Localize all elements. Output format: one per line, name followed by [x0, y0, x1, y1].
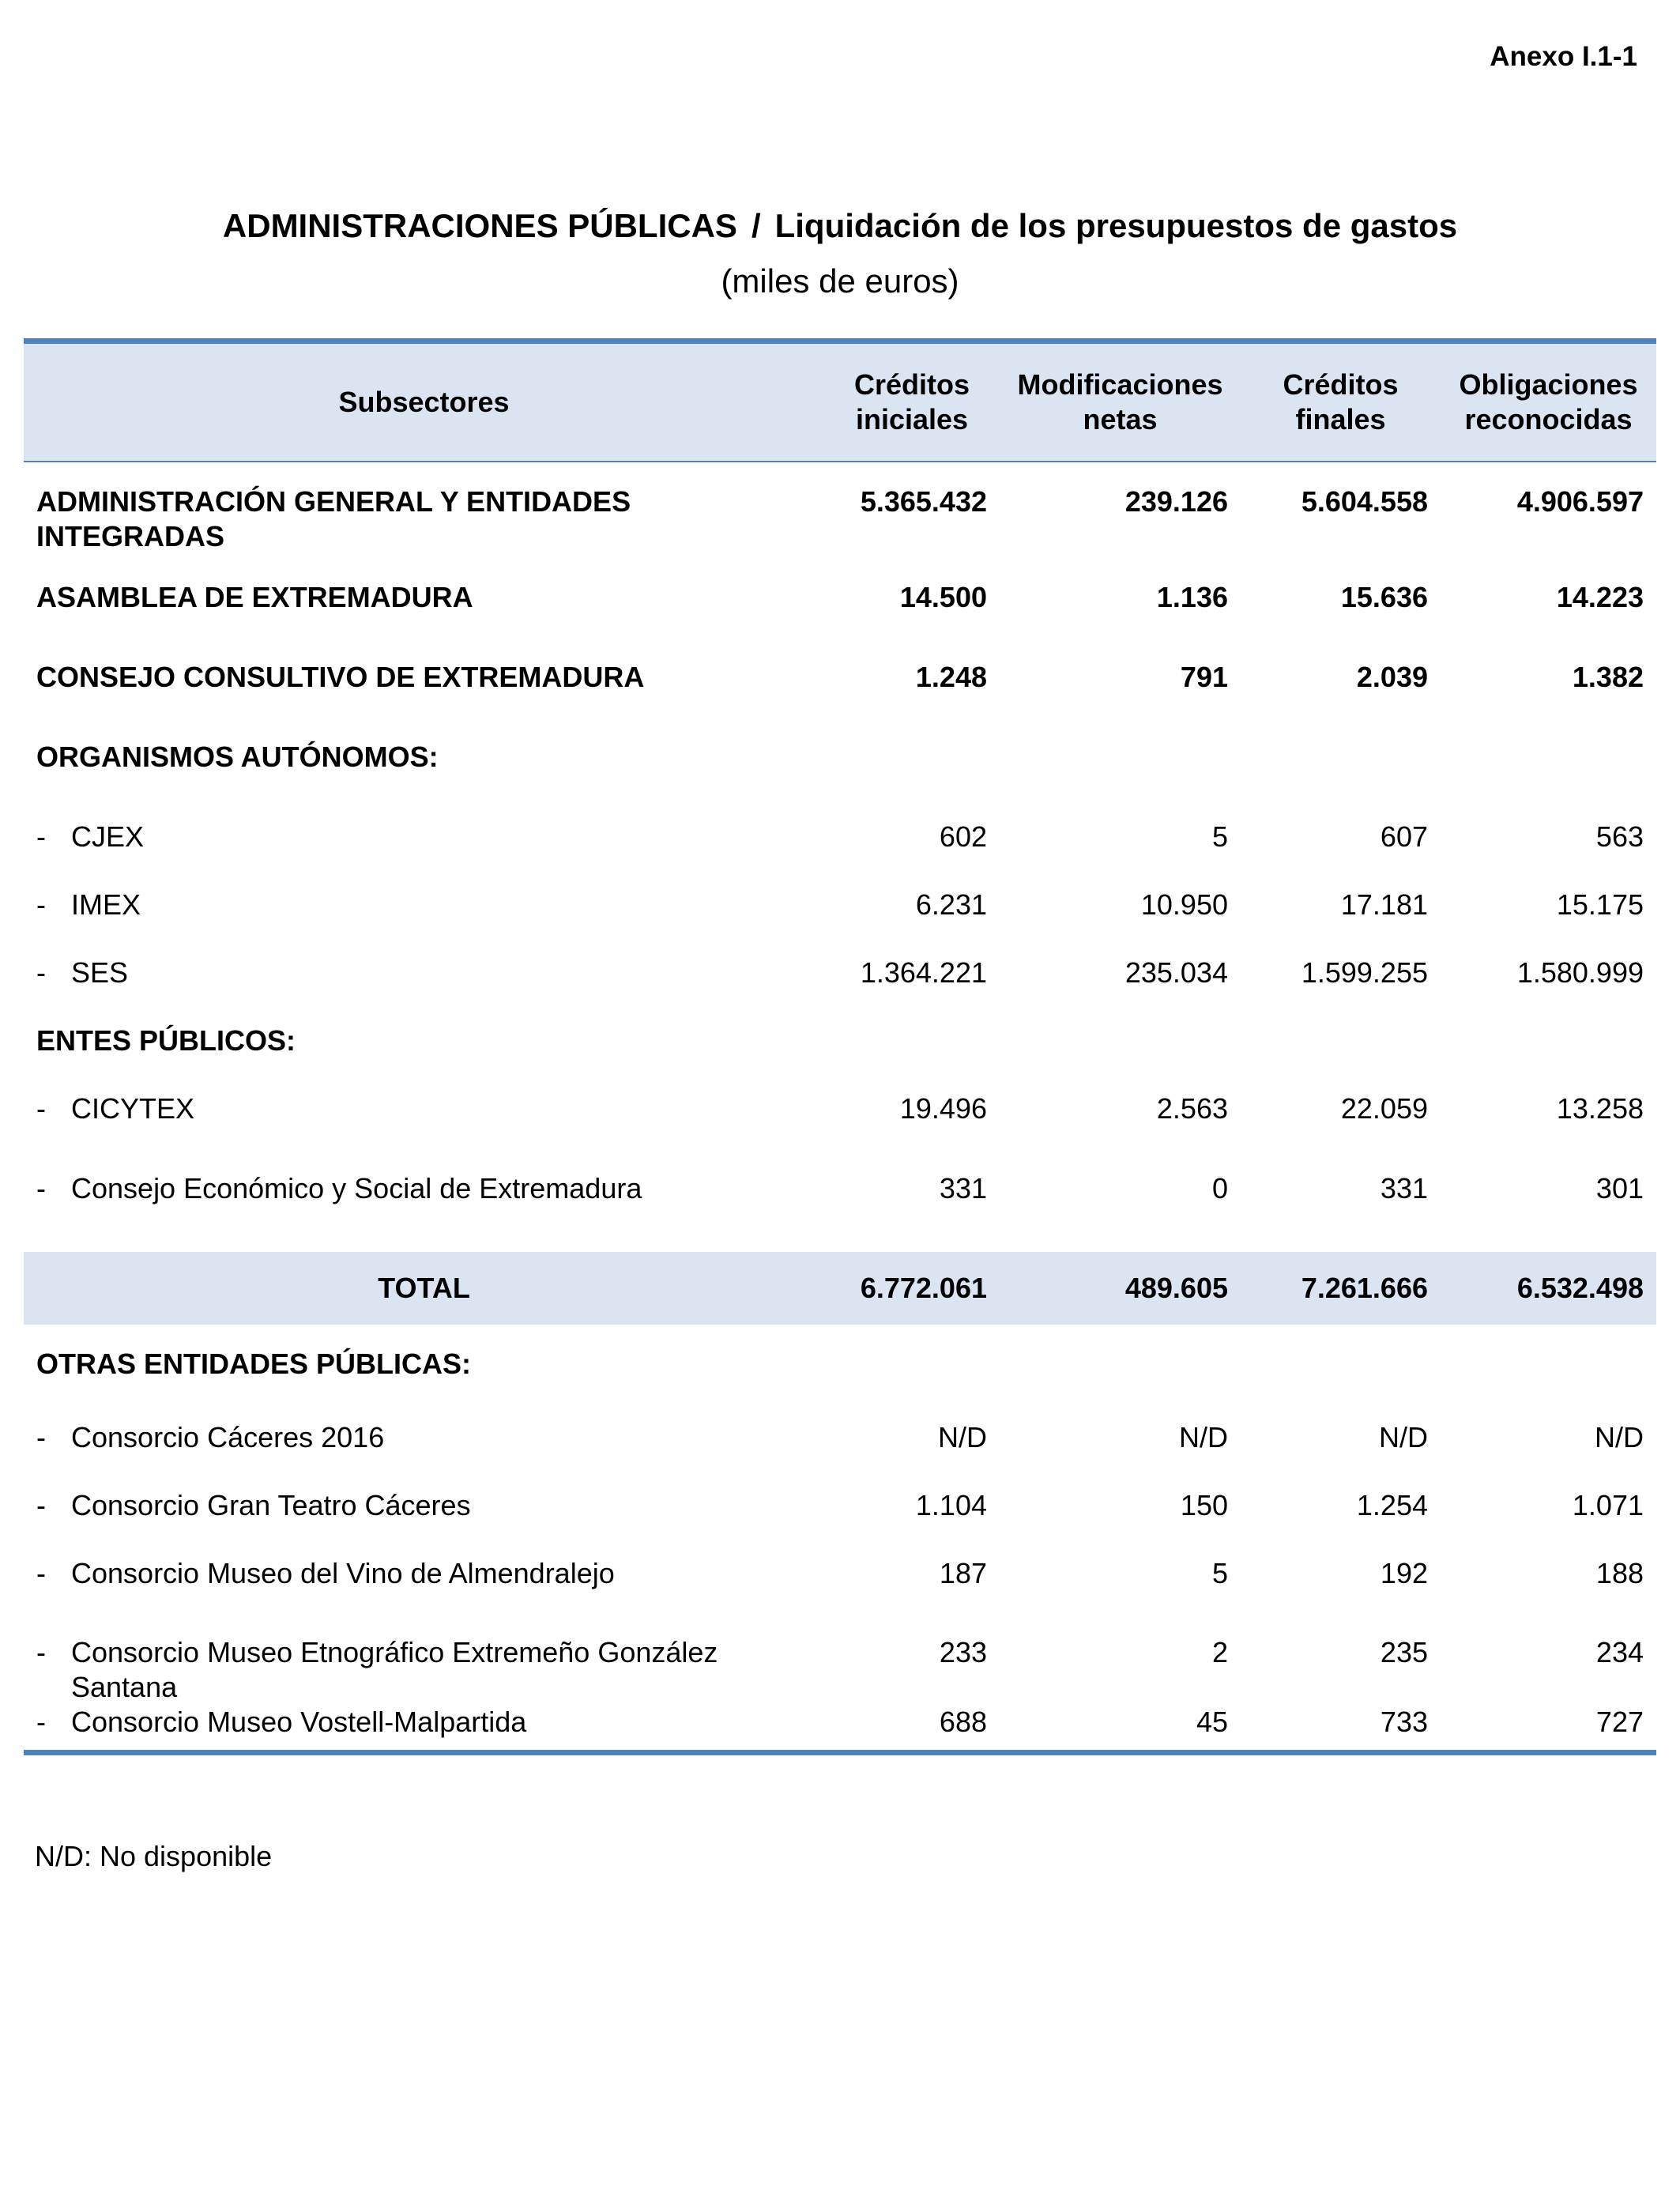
- table-row: [24, 1076, 1656, 1155]
- cell-modificaciones: 0: [1211, 1172, 1228, 1204]
- dash-marker: -: [36, 1557, 46, 1589]
- table-row: [24, 804, 1656, 872]
- header-line: Créditos: [853, 368, 970, 401]
- cell-creditos-iniciales: 1.364.221: [860, 956, 987, 989]
- cell-creditos-iniciales: 331: [939, 1172, 987, 1204]
- row-label-text: CICYTEX: [71, 1092, 195, 1125]
- cell-creditos-finales: 2.039: [1356, 661, 1428, 693]
- cell-creditos-iniciales: 688: [824, 1705, 1000, 1752]
- cell-obligaciones: 4.906.597: [1516, 485, 1644, 518]
- table-row: [24, 564, 1656, 644]
- cell-creditos-iniciales: N/D: [938, 1421, 987, 1453]
- row-label: [24, 1619, 824, 1705]
- total-row: [24, 1252, 1656, 1325]
- row-label-text: IMEX: [71, 888, 141, 921]
- cell-creditos-iniciales: 5.365.432: [860, 485, 987, 518]
- dash-marker: -: [36, 1092, 46, 1125]
- cell-modificaciones: 5: [1211, 820, 1228, 853]
- row-label: [24, 1155, 824, 1252]
- dash-marker: -: [36, 820, 46, 853]
- row-label: [24, 1540, 824, 1619]
- footnote: N/D: No disponible: [35, 1840, 273, 1872]
- table-row: [24, 1155, 1656, 1252]
- cell-creditos-finales: 607: [1380, 820, 1428, 853]
- table-row: [24, 1472, 1656, 1540]
- budget-table: [24, 338, 1656, 1755]
- cell-creditos-finales: 17.181: [1340, 888, 1428, 921]
- section-row: [24, 1008, 1656, 1076]
- annex-label: Anexo I.1-1: [1490, 41, 1637, 72]
- dash-marker: -: [36, 888, 46, 921]
- dash-marker: -: [36, 956, 46, 989]
- row-label-text: Consorcio Cáceres 2016: [71, 1421, 385, 1453]
- total-creditos-iniciales: 6.772.061: [824, 1252, 1000, 1325]
- cell-obligaciones: 301: [1595, 1172, 1644, 1204]
- title-separator: /: [751, 207, 761, 244]
- total-creditos-finales: 7.261.666: [1241, 1252, 1441, 1325]
- header-creditos-iniciales: [824, 341, 1000, 462]
- cell-obligaciones: 563: [1595, 820, 1644, 853]
- cell-obligaciones: 15.175: [1556, 888, 1644, 921]
- table-row: [24, 940, 1656, 1008]
- row-label: [24, 1472, 824, 1540]
- table-row: [24, 1705, 1656, 1752]
- cell-modificaciones: 235.034: [1124, 956, 1228, 989]
- cell-modificaciones: 150: [1180, 1489, 1228, 1521]
- header-obligaciones-reconocidas: [1441, 341, 1656, 462]
- cell-obligaciones: 1.382: [1572, 661, 1644, 693]
- header-subsectores: Subsectores: [24, 341, 824, 462]
- row-label-text: Consejo Económico y Social de Extremadura: [71, 1172, 642, 1204]
- header-line: reconocidas: [1464, 403, 1633, 435]
- cell-obligaciones: 1.071: [1572, 1489, 1644, 1521]
- cell-creditos-finales: 331: [1380, 1172, 1428, 1204]
- cell-creditos-finales: 235: [1380, 1636, 1428, 1668]
- cell-modificaciones: 5: [1211, 1557, 1228, 1589]
- cell-creditos-finales: 733: [1241, 1705, 1441, 1752]
- header-line: netas: [1083, 403, 1158, 435]
- row-label-text: Consorcio Gran Teatro Cáceres: [71, 1489, 471, 1521]
- header-line: Créditos: [1283, 368, 1399, 401]
- header-line: Obligaciones: [1459, 368, 1638, 401]
- row-label: [24, 804, 824, 872]
- dash-marker: -: [36, 1489, 46, 1521]
- cell-modificaciones: 791: [1180, 661, 1228, 693]
- row-label-text: Consorcio Museo Vostell-Malpartida: [71, 1706, 527, 1738]
- total-obligaciones: 6.532.498: [1441, 1252, 1656, 1325]
- cell-creditos-iniciales: 14.500: [899, 581, 987, 613]
- cell-creditos-iniciales: 1.104: [915, 1489, 987, 1521]
- cell-creditos-finales: 192: [1380, 1557, 1428, 1589]
- row-label: CONSEJO CONSULTIVO DE EXTREMADURA: [36, 661, 645, 693]
- cell-modificaciones: 2.563: [1156, 1092, 1228, 1125]
- table-row: [24, 1404, 1656, 1472]
- dash-marker: -: [36, 1421, 46, 1453]
- section-row: [24, 1325, 1656, 1404]
- row-label: ASAMBLEA DE EXTREMADURA: [36, 581, 473, 613]
- cell-modificaciones: 239.126: [1124, 485, 1228, 518]
- cell-modificaciones: N/D: [1179, 1421, 1228, 1453]
- header-creditos-finales: [1241, 341, 1441, 462]
- cell-creditos-iniciales: 1.248: [915, 661, 987, 693]
- dash-marker: -: [36, 1706, 46, 1738]
- cell-obligaciones: 234: [1595, 1636, 1644, 1668]
- cell-creditos-finales: 5.604.558: [1301, 485, 1428, 518]
- row-label-text: Consorcio Museo Etnográfico Extremeño González Santana: [71, 1636, 718, 1703]
- dash-marker: -: [36, 1636, 46, 1668]
- row-label-text: CJEX: [71, 820, 145, 853]
- title-secondary: Liquidación de los presupuestos de gastos: [774, 207, 1458, 244]
- cell-creditos-finales: 22.059: [1340, 1092, 1428, 1125]
- total-modificaciones: 489.605: [1000, 1252, 1241, 1325]
- cell-creditos-finales: N/D: [1379, 1421, 1428, 1453]
- table-row: [24, 872, 1656, 940]
- cell-obligaciones: 727: [1441, 1705, 1656, 1752]
- row-label: [24, 1705, 824, 1752]
- table-row: [24, 1619, 1656, 1705]
- cell-creditos-finales: 1.254: [1356, 1489, 1428, 1521]
- cell-creditos-finales: 1.599.255: [1301, 956, 1428, 989]
- cell-obligaciones: 13.258: [1556, 1092, 1644, 1125]
- section-label: ENTES PÚBLICOS:: [36, 1024, 296, 1057]
- cell-creditos-iniciales: 233: [939, 1636, 987, 1668]
- table-row: [24, 1540, 1656, 1619]
- cell-modificaciones: 1.136: [1156, 581, 1228, 613]
- cell-creditos-iniciales: 602: [939, 820, 987, 853]
- header-modificaciones-netas: [1000, 341, 1241, 462]
- section-label: OTRAS ENTIDADES PÚBLICAS:: [36, 1348, 472, 1380]
- title-main: ADMINISTRACIONES PÚBLICAS: [222, 207, 737, 244]
- row-label: [24, 1404, 824, 1472]
- units-subtitle: (miles de euros): [721, 262, 959, 300]
- cell-creditos-finales: 15.636: [1340, 581, 1428, 613]
- table-row: [24, 462, 1656, 564]
- row-label: [24, 872, 824, 940]
- dash-marker: -: [36, 1172, 46, 1204]
- header-line: Modificaciones: [1017, 368, 1223, 401]
- cell-obligaciones: 14.223: [1556, 581, 1644, 613]
- cell-creditos-iniciales: 19.496: [899, 1092, 987, 1125]
- row-label: [24, 1076, 824, 1155]
- total-label: TOTAL: [24, 1252, 824, 1325]
- header-line: finales: [1295, 403, 1386, 435]
- row-label-text: SES: [71, 956, 129, 989]
- section-row: [24, 724, 1656, 804]
- header-line: iniciales: [855, 403, 969, 435]
- cell-modificaciones: 2: [1211, 1636, 1228, 1668]
- row-label-text: Consorcio Museo del Vino de Almendralejo: [71, 1557, 615, 1589]
- header-row: [24, 341, 1656, 462]
- row-label: ADMINISTRACIÓN GENERAL Y ENTIDADES INTEGRADAS: [36, 485, 631, 552]
- cell-obligaciones: 1.580.999: [1516, 956, 1644, 989]
- table-row: [24, 644, 1656, 724]
- cell-creditos-iniciales: 6.231: [915, 888, 987, 921]
- page-title: [0, 207, 1680, 245]
- cell-modificaciones: 45: [1000, 1705, 1241, 1752]
- cell-creditos-iniciales: 187: [939, 1557, 987, 1589]
- section-label: ORGANISMOS AUTÓNOMOS:: [36, 741, 439, 773]
- cell-obligaciones: 188: [1595, 1557, 1644, 1589]
- row-label: [24, 940, 824, 1008]
- cell-obligaciones: N/D: [1595, 1421, 1644, 1453]
- cell-modificaciones: 10.950: [1140, 888, 1228, 921]
